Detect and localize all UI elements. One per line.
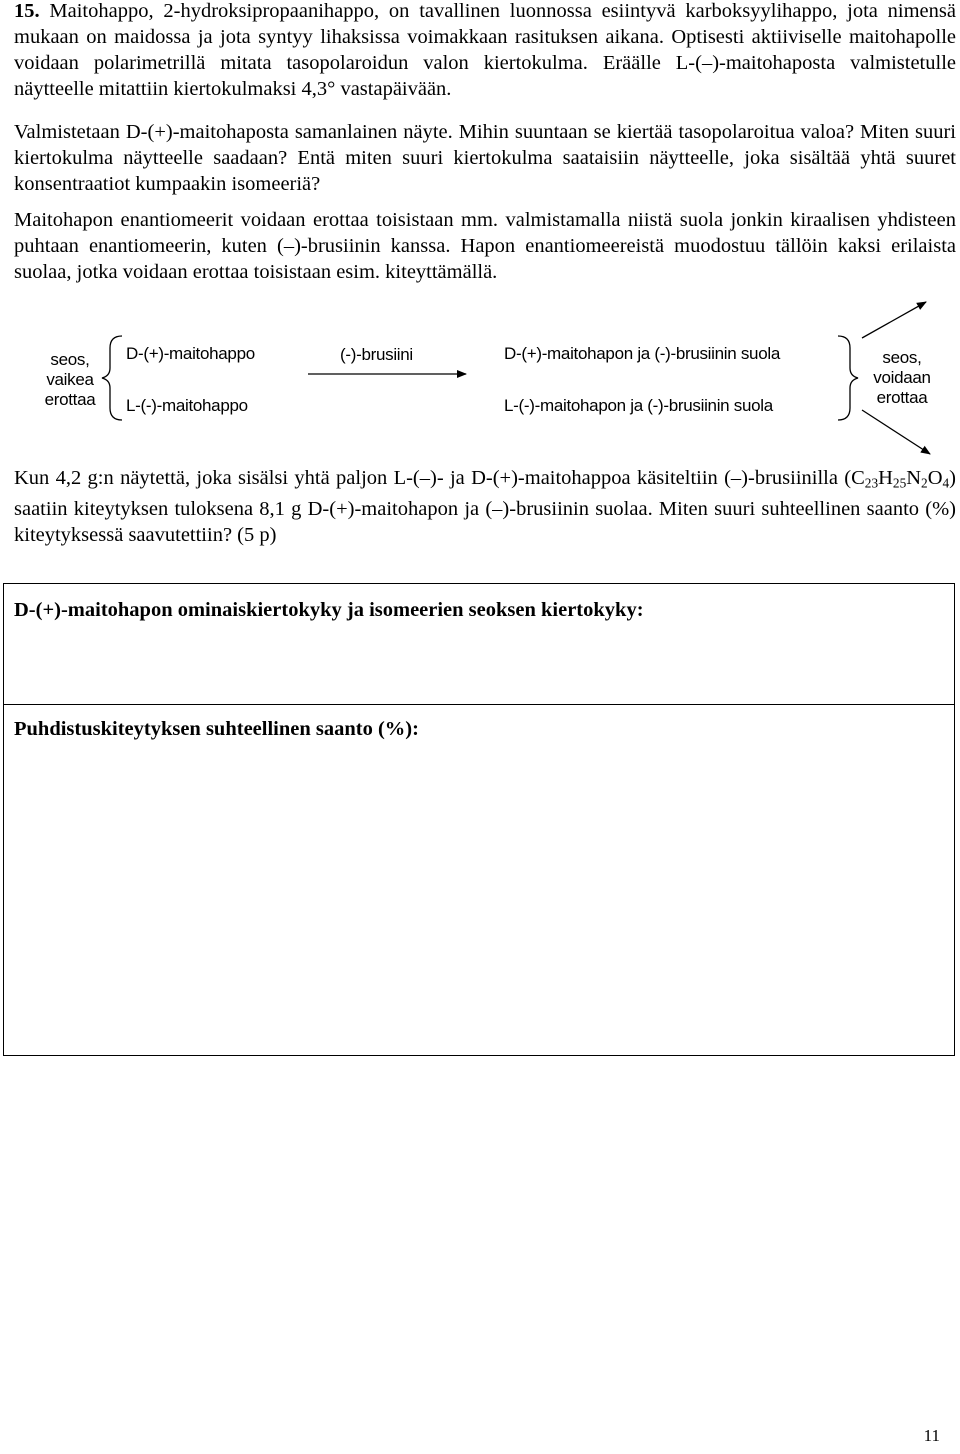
formula-sub-h: 25 bbox=[892, 475, 907, 491]
page-number: 11 bbox=[923, 1426, 940, 1445]
formula-n: N bbox=[906, 467, 922, 489]
problem-text-part2: ) saatiin kiteytyksen tuloksena 8,1 g D-(+)-maitohapon ja (–)-brusiinin suolaa. Miten suuri suhteellinen saanto (%) kiteytyksessä saavutettiin? (5 p) bbox=[14, 467, 956, 547]
mixture-separable-label-line2: voidaan bbox=[873, 368, 931, 387]
separation-paragraph: Maitohapon enantiomeerit voidaan erottaa toisistaan mm. valmistamalla niistä suola jonkin kiraalisen yhdisteen puhtaan enantiomeerin, kuten (–)-brusiinin kanssa. Hapon enantiomeereistä muodostuu tällöin kaksi erilaista suolaa, jotka voidaan erottaa toisistaan esim. kiteyttämällä. bbox=[14, 209, 956, 283]
mixture-hard-label-line2: vaikea bbox=[46, 370, 94, 389]
answer-box[interactable] bbox=[3, 583, 955, 1056]
question-number: 15. bbox=[14, 0, 40, 22]
mixture-hard-label-line1: seos, bbox=[50, 350, 90, 369]
right-brace bbox=[838, 336, 858, 420]
answer-box-divider bbox=[4, 704, 954, 705]
rotation-answer-heading: D-(+)-maitohapon ominaiskiertokyky ja isomeerien seoksen kiertokyky: bbox=[14, 599, 644, 621]
problem-text-part1: Kun 4,2 g:n näytettä, joka sisälsi yhtä paljon L-(–)- ja D-(+)-maitohappoa käsiteltiin (–)-brusiinilla (C bbox=[14, 467, 865, 489]
formula-sub-o: 4 bbox=[942, 475, 950, 491]
d-lactic-acid-label: D-(+)-maitohappo bbox=[126, 344, 255, 363]
formula-sub-n: 2 bbox=[921, 475, 928, 491]
mixture-separable-label-line3: erottaa bbox=[876, 388, 928, 407]
lower-diagonal-arrow bbox=[862, 410, 930, 454]
mixture-separable-label-line1: seos, bbox=[882, 348, 922, 367]
upper-diagonal-arrow bbox=[862, 302, 926, 338]
questions-paragraph: Valmistetaan D-(+)-maitohaposta samanlainen näyte. Mihin suuntaan se kiertää tasopolaroitua valoa? Miten suuri kiertokulma näytteelle saadaan? Entä miten suuri kiertokulma saataisiin näytteelle, joka sisältää yhtä suuret konsentraatiot kumpaakin isomeeriä? bbox=[14, 121, 956, 195]
resolution-diagram bbox=[0, 298, 960, 458]
mixture-hard-label bbox=[30, 350, 110, 410]
problem-paragraph bbox=[14, 465, 956, 548]
mixture-hard-label-line3: erottaa bbox=[44, 390, 96, 409]
l-lactic-acid-label: L-(-)-maitohappo bbox=[126, 396, 248, 415]
d-salt-label: D-(+)-maitohapon ja (-)-brusiinin suola bbox=[504, 344, 780, 363]
intro-text: Maitohappo, 2-hydroksipropaanihappo, on tavallinen luonnossa esiintyvä karboksyylihappo, jota nimensä mukaan on maidossa ja jota syntyy lihaksissa voimakkaan rasituksen aikana. Optisesti aktiiviselle maitohapolle voidaan polarimetrillä mitata tasopolaroidun valon kiertokulma. Eräälle L-(–)-maitohaposta valmistetulle näytteelle mitattiin kiertokulmaksi 4,3° vastapäivään. bbox=[14, 0, 956, 100]
formula-h: H bbox=[878, 467, 893, 489]
brucine-label: (-)-brusiini bbox=[340, 345, 413, 364]
yield-answer-heading: Puhdistuskiteytyksen suhteellinen saanto (%): bbox=[14, 718, 419, 740]
intro-paragraph bbox=[14, 0, 956, 102]
formula-o: O bbox=[927, 467, 943, 489]
l-salt-label: L-(-)-maitohapon ja (-)-brusiinin suola bbox=[504, 396, 773, 415]
mixture-separable-label bbox=[860, 348, 944, 408]
diagram-graphics bbox=[0, 298, 960, 458]
formula-sub-c: 23 bbox=[864, 475, 879, 491]
